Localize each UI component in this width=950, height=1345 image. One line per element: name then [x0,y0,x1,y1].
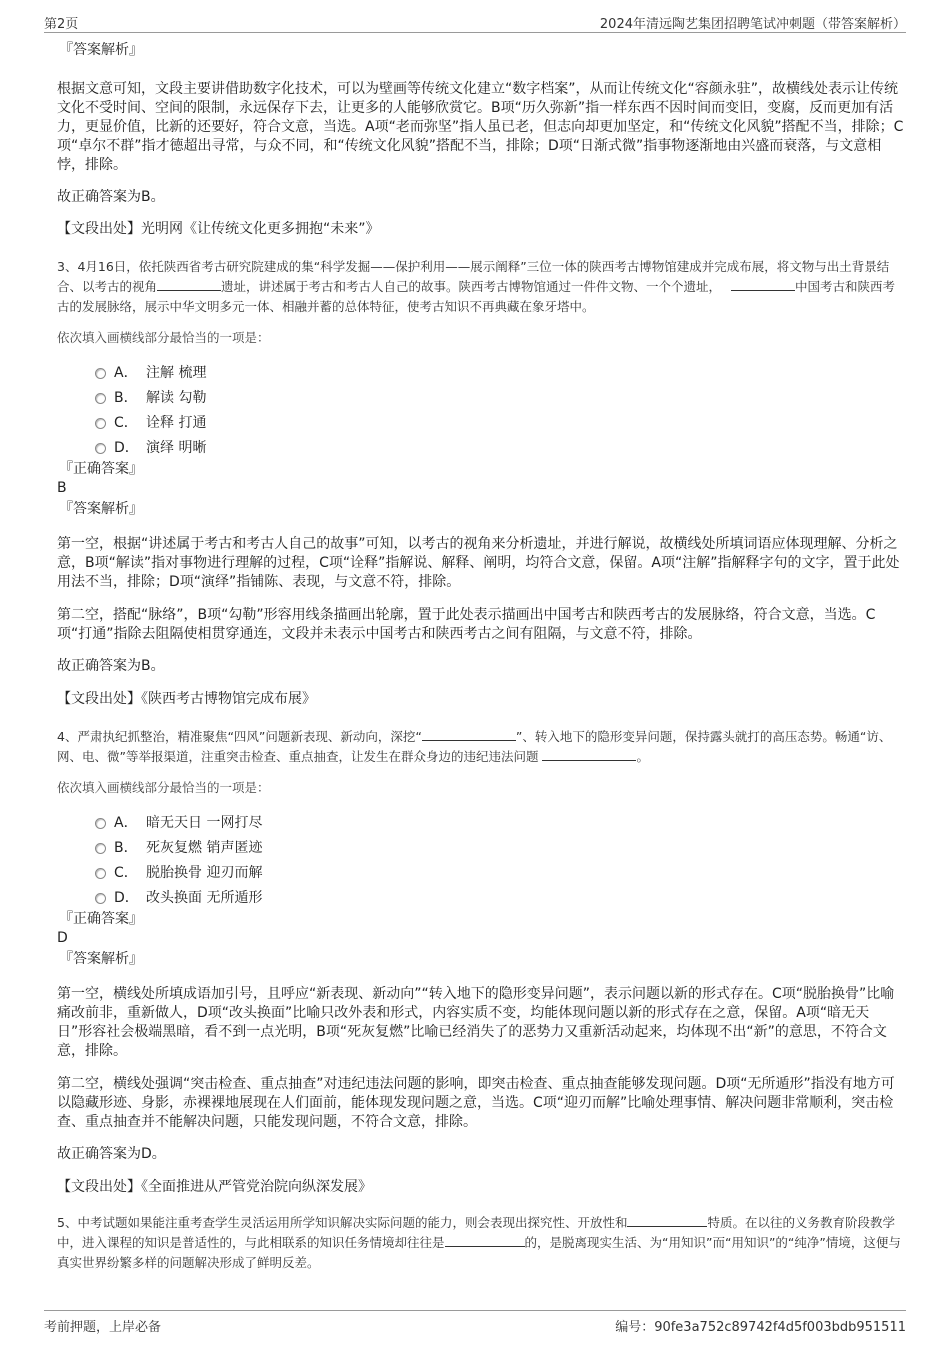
page-number: 第2页 [44,17,79,32]
q2-analysis-text: 根据文意可知，文段主要讲借助数字化技术，可以为壁画等传统文化建立“数字档案”，从而让传统文化“容颜永驻”，故横线处表示让传统文化不受时间、空间的限制，永远保存下去，让更多的人能够欣赏它。B项“历久弥新”指一样东西不因时间而变旧，变腐，反而更加有活力，更显价值，比新的还要好，符合文意，当选。A项“老而弥坚”指人虽已老，但志向却更加坚定，和“传统文化风貌”搭配不当，排除；C项“卓尔不群”指才德超出寻常，与众不同，和“传统文化风貌”搭配不当，排除；D项“日渐式微”指事物逐渐地由兴盛而衰落，与文意相悖，排除。 [57,81,904,173]
q2-source-title: 光明网《让传统文化更多拥抱“未来”》 [141,221,380,237]
q3-option-c[interactable]: C． 诠释 打通 [95,411,904,436]
q3-analysis-label: 『答案解析』 [59,501,143,517]
q4-source: 【文段出处】《全面推进从严管党治院向纵深发展》 [57,1179,372,1195]
q3-source: 【文段出处】《陕西考古博物馆完成布展》 [57,691,316,707]
q3-option-a[interactable]: A． 注解 梳理 [95,361,904,386]
q4-option-b[interactable]: B． 死灰复燃 销声匿迹 [95,836,904,861]
source-label: 【文段出处】 [57,221,141,237]
footer-slogan: 考前押题，上岸必备 [44,1320,162,1335]
q4-options [95,811,904,911]
radio-button[interactable] [95,393,106,404]
q2-source [57,220,904,239]
q4-analysis-p2: 第二空，横线处强调“突击检查、重点抽查”对违纪违法问题的影响，即突击检查、重点抽查能够发现问题。D项“无所遁形”指没有地方可以隐藏形迹、身影，赤裸裸地展现在人们面前，能体现发现问题之意，当选。C项“迎刃而解”比喻处理事情、解决问题非常顺利，突击检查、重点抽查并不能解决问题，只能发现问题，不符合文意，排除。 [57,1076,895,1130]
document-title: 2024年清远陶艺集团招聘笔试冲刺题（带答案解析） [599,17,906,32]
q3-options [95,361,904,461]
q4-analysis-p1: 第一空，横线处所填成语加引号，且呼应“新表现、新动向”“转入地下的隐形变异问题”，表示问题以新的形式存在。C项“脱胎换骨”比喻痛改前非，重新做人，D项“改头换面”比喻只改外表和形式，内容实质不变，均能体现问题以新的形式存在之意，保留。A项“暗无天日”形容社会极端黑暗，看不到一点光明，B项“死灰复燃”比喻已经消失了的恶势力又重新活动起来，均体现不出“新”的意思，不符合文意，排除。 [57,986,895,1059]
q2-analysis-label: 『答案解析』 [59,42,143,58]
fill-blank [627,1214,707,1227]
q3-analysis-p2: 第二空，搭配“脉络”，B项“勾勒”形容用线条描画出轮廓，置于此处表示描画出中国考古和陕西考古的发展脉络，符合文意，当选。C项“打通”指除去阻隔使相贯穿通连，文段并未表示中国考古和陕西考古之间有阻隔，与文意不符，排除。 [57,607,876,642]
radio-button[interactable] [95,893,106,904]
radio-button[interactable] [95,843,106,854]
radio-button[interactable] [95,418,106,429]
q4-question-text: 4、严肃执纪抓整治，精准聚焦“四风”问题新表现、新动向，深挖“ ”、转入地下的隐形变异问题，保持露头就打的高压态势。畅通“访、网、电、微”等举报渠道，注重突击检查、重点抽查，让发生在群众身边的违纪违法问题 。 [57,729,892,764]
q4-prompt: 依次填入画横线部分最恰当的一项是： [57,780,270,795]
fill-blank [157,278,221,291]
fill-blank [445,1234,525,1247]
q4-analysis-label: 『答案解析』 [59,951,143,967]
q3-question-text: 3、4月16日，依托陕西省考古研究院建成的集“科学发掘——保护利用——展示阐释”三位一体的陕西考古博物馆建成并完成布展，将文物与出土背景结合、以考古的视角 遗址，讲述属于考古和考古人自己的故事。陕西考古博物馆通过一件件文物、一个个遗址， 中国考古和陕西考古的发展脉络，展示中华文明多元一体、相融并蓄的总体特征，使考古知识不再典藏在象牙塔中。 [57,259,896,314]
q3-prompt: 依次填入画横线部分最恰当的一项是： [57,330,270,345]
q4-answer: D [57,930,68,946]
q4-option-c[interactable]: C． 脱胎换骨 迎刃而解 [95,861,904,886]
fill-blank [542,748,636,761]
q3-option-b[interactable]: B． 解读 勾勒 [95,386,904,411]
page-footer [44,1310,906,1337]
fill-blank [422,728,516,741]
q4-conclusion: 故正确答案为D。 [57,1146,166,1162]
page-header [44,10,906,33]
q3-correct-label: 『正确答案』 [59,461,143,477]
fill-blank [731,278,795,291]
radio-button[interactable] [95,818,106,829]
q3-analysis-p1: 第一空，根据“讲述属于考古和考古人自己的故事”可知，以考古的视角来分析遗址，并进行解说，故横线处所填词语应体现理解、分析之意，B项“解读”指对事物进行理解的过程，C项“诠释”指解说、解释、阐明，均符合文意，保留。A项“注解”指解释字句的文字，置于此处用法不当，排除；D项“演绎”指铺陈、表现，与文意不符，排除。 [57,536,900,590]
radio-button[interactable] [95,443,106,454]
q5-question-text: 5、中考试题如果能注重考查学生灵活运用所学知识解决实际问题的能力，则会表现出探究性、开放性和 特质。在以往的义务教育阶段教学中，进入课程的知识是普适性的，与此相联系的知识任务情境却往往是 的，是脱离现实生活、为“用知识”而“用知识”的“纯净”情境，这便与真实世界纷繁多样的问题解决形成了鲜明反差。 [57,1215,901,1270]
q3-conclusion: 故正确答案为B。 [57,658,165,674]
radio-button[interactable] [95,868,106,879]
q4-correct-label: 『正确答案』 [59,911,143,927]
q4-option-a[interactable]: A． 暗无天日 一网打尽 [95,811,904,836]
radio-button[interactable] [95,368,106,379]
q2-conclusion: 故正确答案为B。 [57,189,165,205]
footer-serial: 编号：90fe3a752c89742f4d5f003bdb951511 [615,1320,906,1335]
q4-option-d[interactable]: D． 改头换面 无所遁形 [95,886,904,911]
q3-answer: B [57,480,67,496]
document-body [57,40,904,1273]
q3-option-d[interactable]: D． 演绎 明晰 [95,436,904,461]
